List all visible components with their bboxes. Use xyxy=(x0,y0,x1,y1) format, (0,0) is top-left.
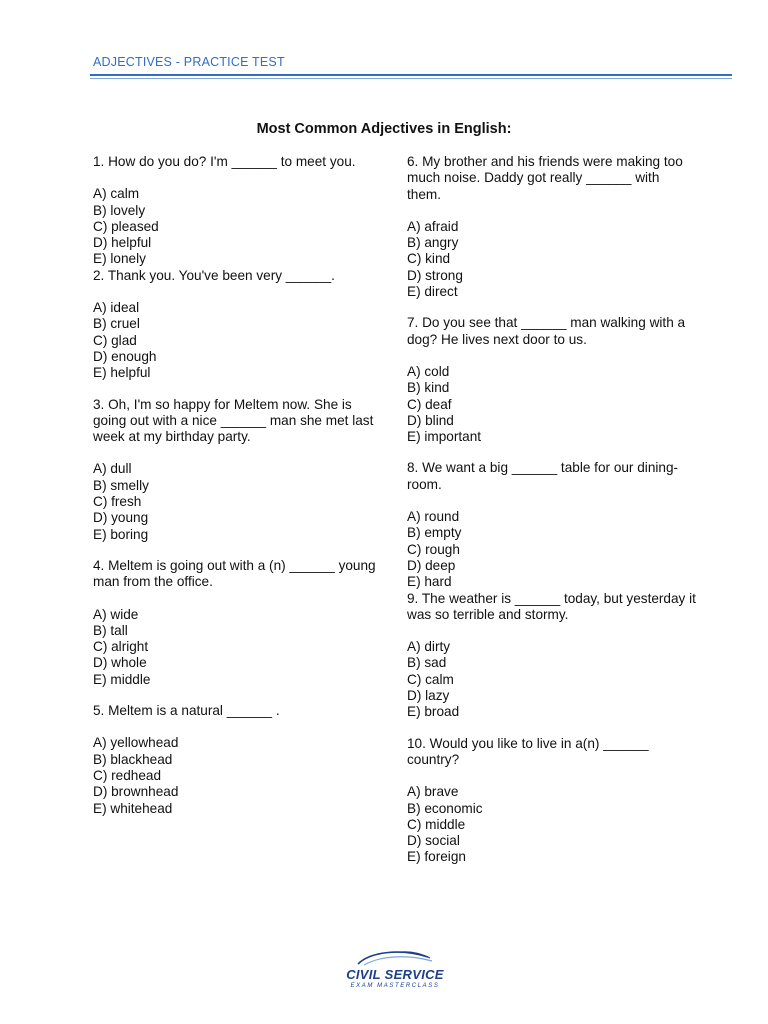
question-4-option-d: D) whole xyxy=(93,655,147,671)
question-4-option-a: A) wide xyxy=(93,606,139,622)
question-6-option-c: C) kind xyxy=(407,251,451,267)
question-6-option-a: A) afraid xyxy=(407,218,459,234)
question-2-option-e: E) helpful xyxy=(93,365,151,381)
question-3-option-e: E) boring xyxy=(93,526,149,542)
question-7-option-a: A) cold xyxy=(407,363,450,379)
question-8 xyxy=(407,460,697,590)
question-6-text: 6. My brother and his friends were making too much noise. Daddy got really ______ with them. xyxy=(407,154,687,202)
question-7-option-b: B) kind xyxy=(407,380,450,396)
question-6-option-b: B) angry xyxy=(407,235,459,251)
question-6 xyxy=(407,154,697,300)
question-1 xyxy=(93,154,383,268)
question-7-option-e: E) important xyxy=(407,429,482,445)
question-4-option-b: B) tall xyxy=(93,622,128,638)
question-10-option-d: D) social xyxy=(407,833,460,849)
question-7-option-c: C) deaf xyxy=(407,396,452,412)
question-4-option-c: C) alright xyxy=(93,639,149,655)
right-column xyxy=(407,154,700,866)
document-title: Most Common Adjectives in English: xyxy=(256,121,512,137)
logo-title: CIVIL SERVICE xyxy=(346,967,444,982)
question-1-option-c: C) pleased xyxy=(93,218,159,234)
question-1-option-b: B) lovely xyxy=(93,202,146,218)
question-9 xyxy=(407,590,700,721)
header-divider-thin xyxy=(90,78,732,79)
question-7-text: 7. Do you see that ______ man walking with a dog? He lives next door to us. xyxy=(407,315,689,347)
question-9-option-a: A) dirty xyxy=(407,639,451,655)
question-4-option-e: E) middle xyxy=(93,671,151,687)
question-5-option-c: C) redhead xyxy=(93,767,162,783)
question-3-text: 3. Oh, I'm so happy for Meltem now. She is going out with a nice ______ man she met last week at my birthday party. xyxy=(93,396,378,445)
question-2-text: 2. Thank you. You've been very ______. xyxy=(93,267,335,283)
question-5-option-b: B) blackhead xyxy=(93,751,173,767)
question-8-text: 8. We want a big ______ table for our dining-room. xyxy=(407,460,679,492)
question-10-option-c: C) middle xyxy=(407,816,466,832)
question-8-option-d: D) deep xyxy=(407,557,456,573)
page-header: ADJECTIVES - PRACTICE TEST xyxy=(93,55,285,69)
question-5-text: 5. Meltem is a natural ______ . xyxy=(93,703,280,719)
question-2-option-b: B) cruel xyxy=(93,316,140,332)
question-3-option-c: C) fresh xyxy=(93,494,142,510)
question-10-option-b: B) economic xyxy=(407,800,483,816)
question-10-option-a: A) brave xyxy=(407,784,459,800)
question-8-option-e: E) hard xyxy=(407,574,452,590)
question-9-text: 9. The weather is ______ today, but yesterday it was so terrible and stormy. xyxy=(407,590,700,622)
question-9-option-c: C) calm xyxy=(407,671,454,687)
question-10 xyxy=(407,736,697,866)
question-5 xyxy=(93,703,383,817)
question-9-option-b: B) sad xyxy=(407,655,447,671)
question-4-text: 4. Meltem is going out with a (n) ______ young man from the office. xyxy=(93,557,380,590)
question-1-option-a: A) calm xyxy=(93,186,140,202)
question-10-option-e: E) foreign xyxy=(407,849,466,865)
question-10-text: 10. Would you like to live in a(n) ______ country? xyxy=(407,735,653,767)
question-7-option-d: D) blind xyxy=(407,412,454,428)
question-9-option-d: D) lazy xyxy=(407,688,450,704)
question-1-text: 1. How do you do? I'm ______ to meet you. xyxy=(93,154,356,169)
question-2-option-d: D) enough xyxy=(93,348,157,364)
question-5-option-e: E) whitehead xyxy=(93,800,173,816)
question-2-option-c: C) glad xyxy=(93,332,137,348)
question-3 xyxy=(93,397,383,543)
question-6-option-d: D) strong xyxy=(407,267,463,283)
question-4 xyxy=(93,558,383,688)
question-6-option-e: E) direct xyxy=(407,284,458,300)
header-divider xyxy=(90,74,732,76)
question-3-option-a: A) dull xyxy=(93,461,132,477)
question-2-option-a: A) ideal xyxy=(93,300,140,316)
car-swoosh-icon xyxy=(340,948,450,968)
question-9-option-e: E) broad xyxy=(407,704,460,720)
question-5-option-a: A) yellowhead xyxy=(93,735,179,751)
question-1-option-e: E) lonely xyxy=(93,251,146,267)
question-8-option-b: B) empty xyxy=(407,525,462,541)
question-2 xyxy=(93,268,383,382)
question-3-option-b: B) smelly xyxy=(93,477,149,493)
question-7 xyxy=(407,315,697,445)
footer-logo xyxy=(340,948,450,998)
question-3-option-d: D) young xyxy=(93,510,149,526)
question-8-option-c: C) rough xyxy=(407,541,460,557)
logo-subtitle: EXAM MASTERCLASS xyxy=(350,983,440,989)
question-1-option-d: D) helpful xyxy=(93,235,152,251)
question-8-option-a: A) round xyxy=(407,509,460,525)
question-5-option-d: D) brownhead xyxy=(93,784,179,800)
left-column xyxy=(93,154,383,817)
